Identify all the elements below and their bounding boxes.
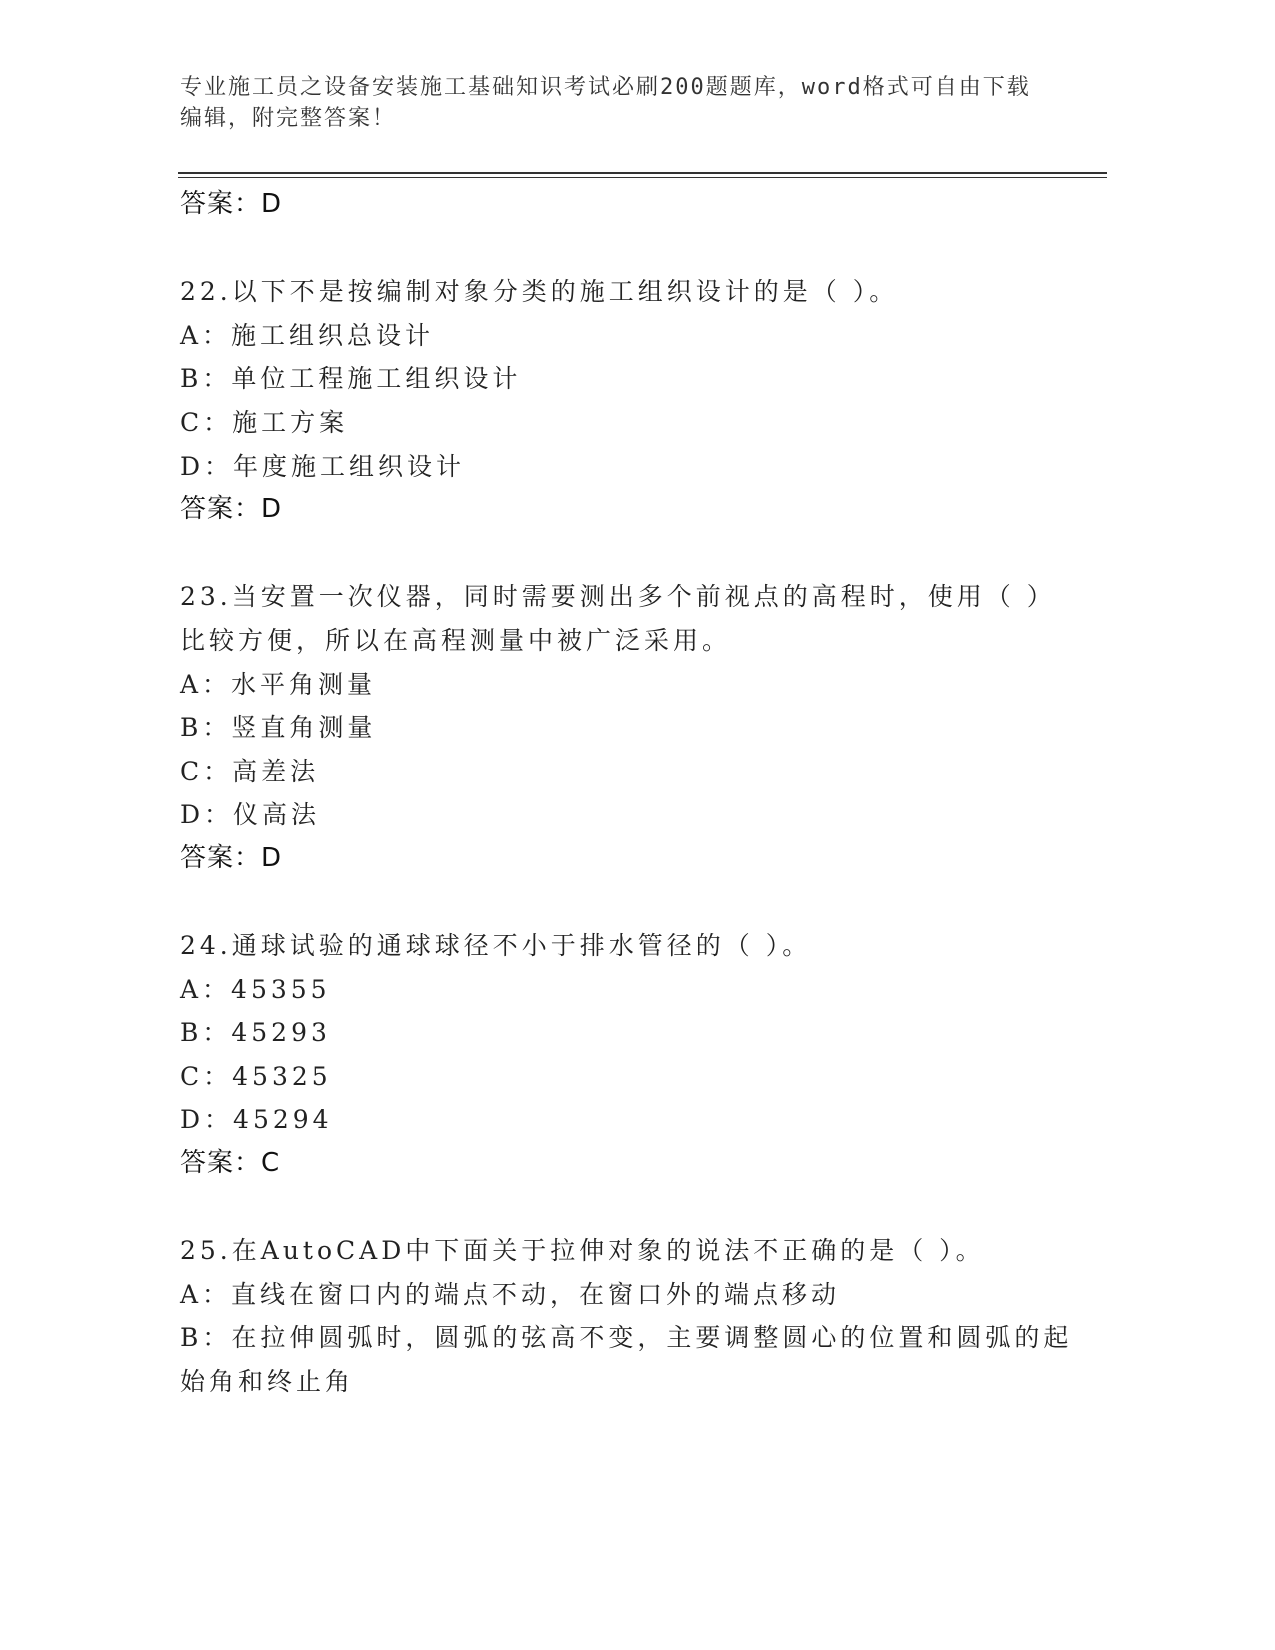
answer-21: 答案：D bbox=[180, 189, 283, 219]
question-22-option-d: D：年度施工组织设计 bbox=[180, 451, 466, 481]
question-24-option-d: D：45294 bbox=[180, 1105, 333, 1135]
document-header bbox=[180, 72, 1040, 134]
question-24 bbox=[180, 924, 1060, 1186]
question-23 bbox=[180, 575, 1060, 880]
question-24-option-b: B：45293 bbox=[180, 1018, 331, 1048]
answer-24: 答案：C bbox=[180, 1148, 281, 1179]
spacer bbox=[180, 532, 1060, 576]
question-23-stem-line-1: 23.当安置一次仪器，同时需要测出多个前视点的高程时，使用（ ） bbox=[180, 582, 1056, 612]
question-25-stem: 25.在AutoCAD中下面关于拉伸对象的说法不正确的是（ ）。 bbox=[180, 1236, 985, 1266]
header-rule-thin bbox=[178, 177, 1107, 178]
question-24-option-c: C：45325 bbox=[180, 1061, 332, 1091]
question-22-stem: 22.以下不是按编制对象分类的施工组织设计的是（ ）。 bbox=[180, 277, 899, 307]
spacer bbox=[180, 227, 1060, 271]
question-22-option-c: C：施工方案 bbox=[180, 407, 349, 437]
question-22-option-b: B：单位工程施工组织设计 bbox=[180, 364, 522, 394]
question-list bbox=[180, 183, 1073, 1404]
question-25-option-b-line-2: 始角和终止角 bbox=[180, 1367, 355, 1397]
answer-23: 答案：D bbox=[180, 842, 283, 873]
question-24-stem: 24.通球试验的通球球径不小于排水管径的（ ）。 bbox=[180, 931, 812, 961]
spacer bbox=[180, 881, 1060, 925]
answer-22: 答案：D bbox=[180, 494, 283, 525]
question-22 bbox=[180, 270, 1060, 532]
question-23-option-b: B：竖直角测量 bbox=[180, 713, 377, 743]
question-25 bbox=[180, 1229, 1073, 1403]
question-25-option-b-line-1: B：在拉伸圆弧时，圆弧的弦高不变，主要调整圆心的位置和圆弧的起 bbox=[180, 1323, 1073, 1353]
header-rule-thick bbox=[178, 172, 1107, 174]
question-23-stem-line-2: 比较方便，所以在高程测量中被广泛采用。 bbox=[180, 625, 732, 655]
question-24-option-a: A：45355 bbox=[180, 974, 331, 1004]
question-25-option-a: A：直线在窗口内的端点不动，在窗口外的端点移动 bbox=[180, 1279, 841, 1309]
question-23-option-a: A：水平角测量 bbox=[180, 669, 377, 699]
question-23-option-c: C：高差法 bbox=[180, 756, 320, 786]
header-line-2: 编辑，附完整答案！ bbox=[180, 106, 397, 131]
header-line-1: 专业施工员之设备安装施工基础知识考试必刷200题题库，word格式可自由下载 bbox=[180, 75, 1031, 100]
question-22-option-a: A：施工组织总设计 bbox=[180, 320, 435, 350]
spacer bbox=[180, 1186, 1060, 1230]
question-23-option-d: D：仪高法 bbox=[180, 800, 321, 830]
